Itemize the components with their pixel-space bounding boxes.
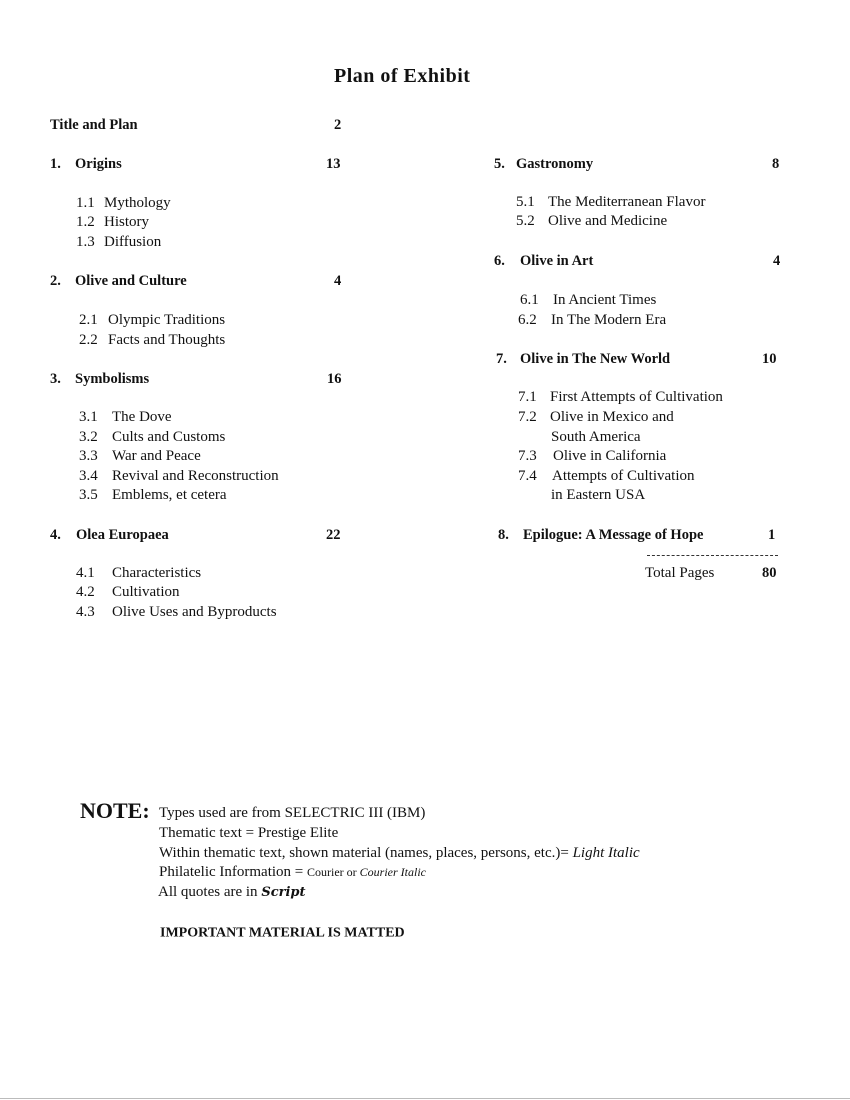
item-num: 3.5 (79, 486, 98, 503)
section-pages: 4 (773, 253, 781, 270)
item-num: 7.1 (518, 388, 537, 405)
item-label: War and Peace (112, 447, 201, 464)
note-script: Script (261, 884, 306, 900)
section-num: 3. (50, 371, 61, 388)
item-label: Emblems, et cetera (112, 486, 227, 503)
section-pages: 1 (768, 527, 776, 544)
item-label: Olive Uses and Byproducts (112, 603, 277, 620)
item-label: Diffusion (104, 233, 162, 250)
title-plan-pages: 2 (334, 117, 342, 134)
item-label: Mythology (104, 194, 171, 211)
section-pages: 4 (334, 273, 342, 290)
item-label: Revival and Reconstruction (112, 467, 279, 484)
section-pages: 13 (326, 156, 341, 173)
section-olive-culture: Olive and Culture (75, 273, 187, 290)
item-label: Facts and Thoughts (108, 331, 226, 348)
section-origins: Origins (75, 156, 122, 173)
note-text: All quotes are in (158, 883, 262, 900)
item-label: First Attempts of Cultivation (550, 388, 723, 405)
item-num: 4.2 (76, 583, 95, 600)
item-num: 7.3 (518, 447, 537, 464)
item-num: 3.1 (79, 408, 98, 425)
item-label-cont: South America (551, 428, 641, 445)
section-olive-in-art: Olive in Art (520, 253, 594, 270)
section-num: 7. (496, 351, 507, 368)
item-label: Characteristics (112, 564, 202, 581)
item-label-cont: in Eastern USA (551, 486, 646, 503)
section-new-world: Olive in The New World (520, 351, 671, 368)
note-text: Philatelic Information = (159, 863, 308, 880)
item-num: 3.3 (79, 447, 98, 464)
section-num: 8. (498, 527, 509, 544)
note-text: Within thematic text, shown material (names, places, persons, etc.)= (159, 844, 573, 861)
note-line (158, 885, 306, 900)
section-pages: 22 (326, 527, 341, 544)
item-label: Attempts of Cultivation (552, 467, 695, 484)
total-pages: 80 (762, 565, 777, 582)
item-num: 3.2 (79, 428, 98, 445)
page-title: Plan of Exhibit (334, 65, 471, 87)
item-num: 6.1 (520, 291, 539, 308)
section-olea-europaea: Olea Europaea (76, 527, 169, 544)
section-pages: 10 (762, 351, 777, 368)
total-divider (647, 555, 778, 556)
item-num: 5.2 (516, 212, 535, 229)
note-small-italic: Courier Italic (359, 864, 426, 879)
page-edge (0, 1098, 850, 1099)
item-num: 2.2 (79, 331, 98, 348)
section-symbolisms: Symbolisms (75, 371, 150, 388)
note-line (159, 865, 426, 880)
item-num: 4.1 (76, 564, 95, 581)
item-label: Olive in California (553, 447, 667, 464)
note-italic: Light Italic (572, 844, 640, 861)
item-num: 7.2 (518, 408, 537, 425)
item-label: Cults and Customs (112, 428, 226, 445)
note-line (159, 846, 640, 861)
item-label: Olympic Traditions (108, 311, 226, 328)
section-num: 2. (50, 273, 61, 290)
section-num: 1. (50, 156, 61, 173)
item-num: 1.2 (76, 213, 95, 230)
item-label: In Ancient Times (553, 291, 657, 308)
item-num: 1.3 (76, 233, 95, 250)
note-line: Types used are from SELECTRIC III (IBM) (159, 804, 426, 821)
section-pages: 16 (327, 371, 342, 388)
section-num: 5. (494, 156, 505, 173)
note-heading: NOTE: (80, 797, 150, 823)
item-num: 5.1 (516, 193, 535, 210)
item-num: 4.3 (76, 603, 95, 620)
section-pages: 8 (772, 156, 780, 173)
title-plan-label: Title and Plan (50, 117, 138, 134)
item-label: In The Modern Era (551, 311, 667, 328)
item-num: 3.4 (79, 467, 98, 484)
item-label: Olive and Medicine (548, 212, 668, 229)
item-label: The Mediterranean Flavor (548, 193, 706, 210)
item-num: 6.2 (518, 311, 537, 328)
item-label: Cultivation (112, 583, 180, 600)
section-num: 6. (494, 253, 505, 270)
section-gastronomy: Gastronomy (516, 156, 594, 173)
item-num: 1.1 (76, 194, 95, 211)
important-note: IMPORTANT MATERIAL IS MATTED (160, 925, 405, 941)
note-line: Thematic text = Prestige Elite (159, 824, 339, 841)
section-epilogue: Epilogue: A Message of Hope (523, 527, 704, 544)
item-label: The Dove (112, 408, 172, 425)
section-num: 4. (50, 527, 61, 544)
item-label: Olive in Mexico and (550, 408, 674, 425)
item-num: 7.4 (518, 467, 537, 484)
item-num: 2.1 (79, 311, 98, 328)
note-small: Courier or (307, 864, 360, 879)
total-label: Total Pages (645, 564, 715, 581)
item-label: History (104, 213, 149, 230)
